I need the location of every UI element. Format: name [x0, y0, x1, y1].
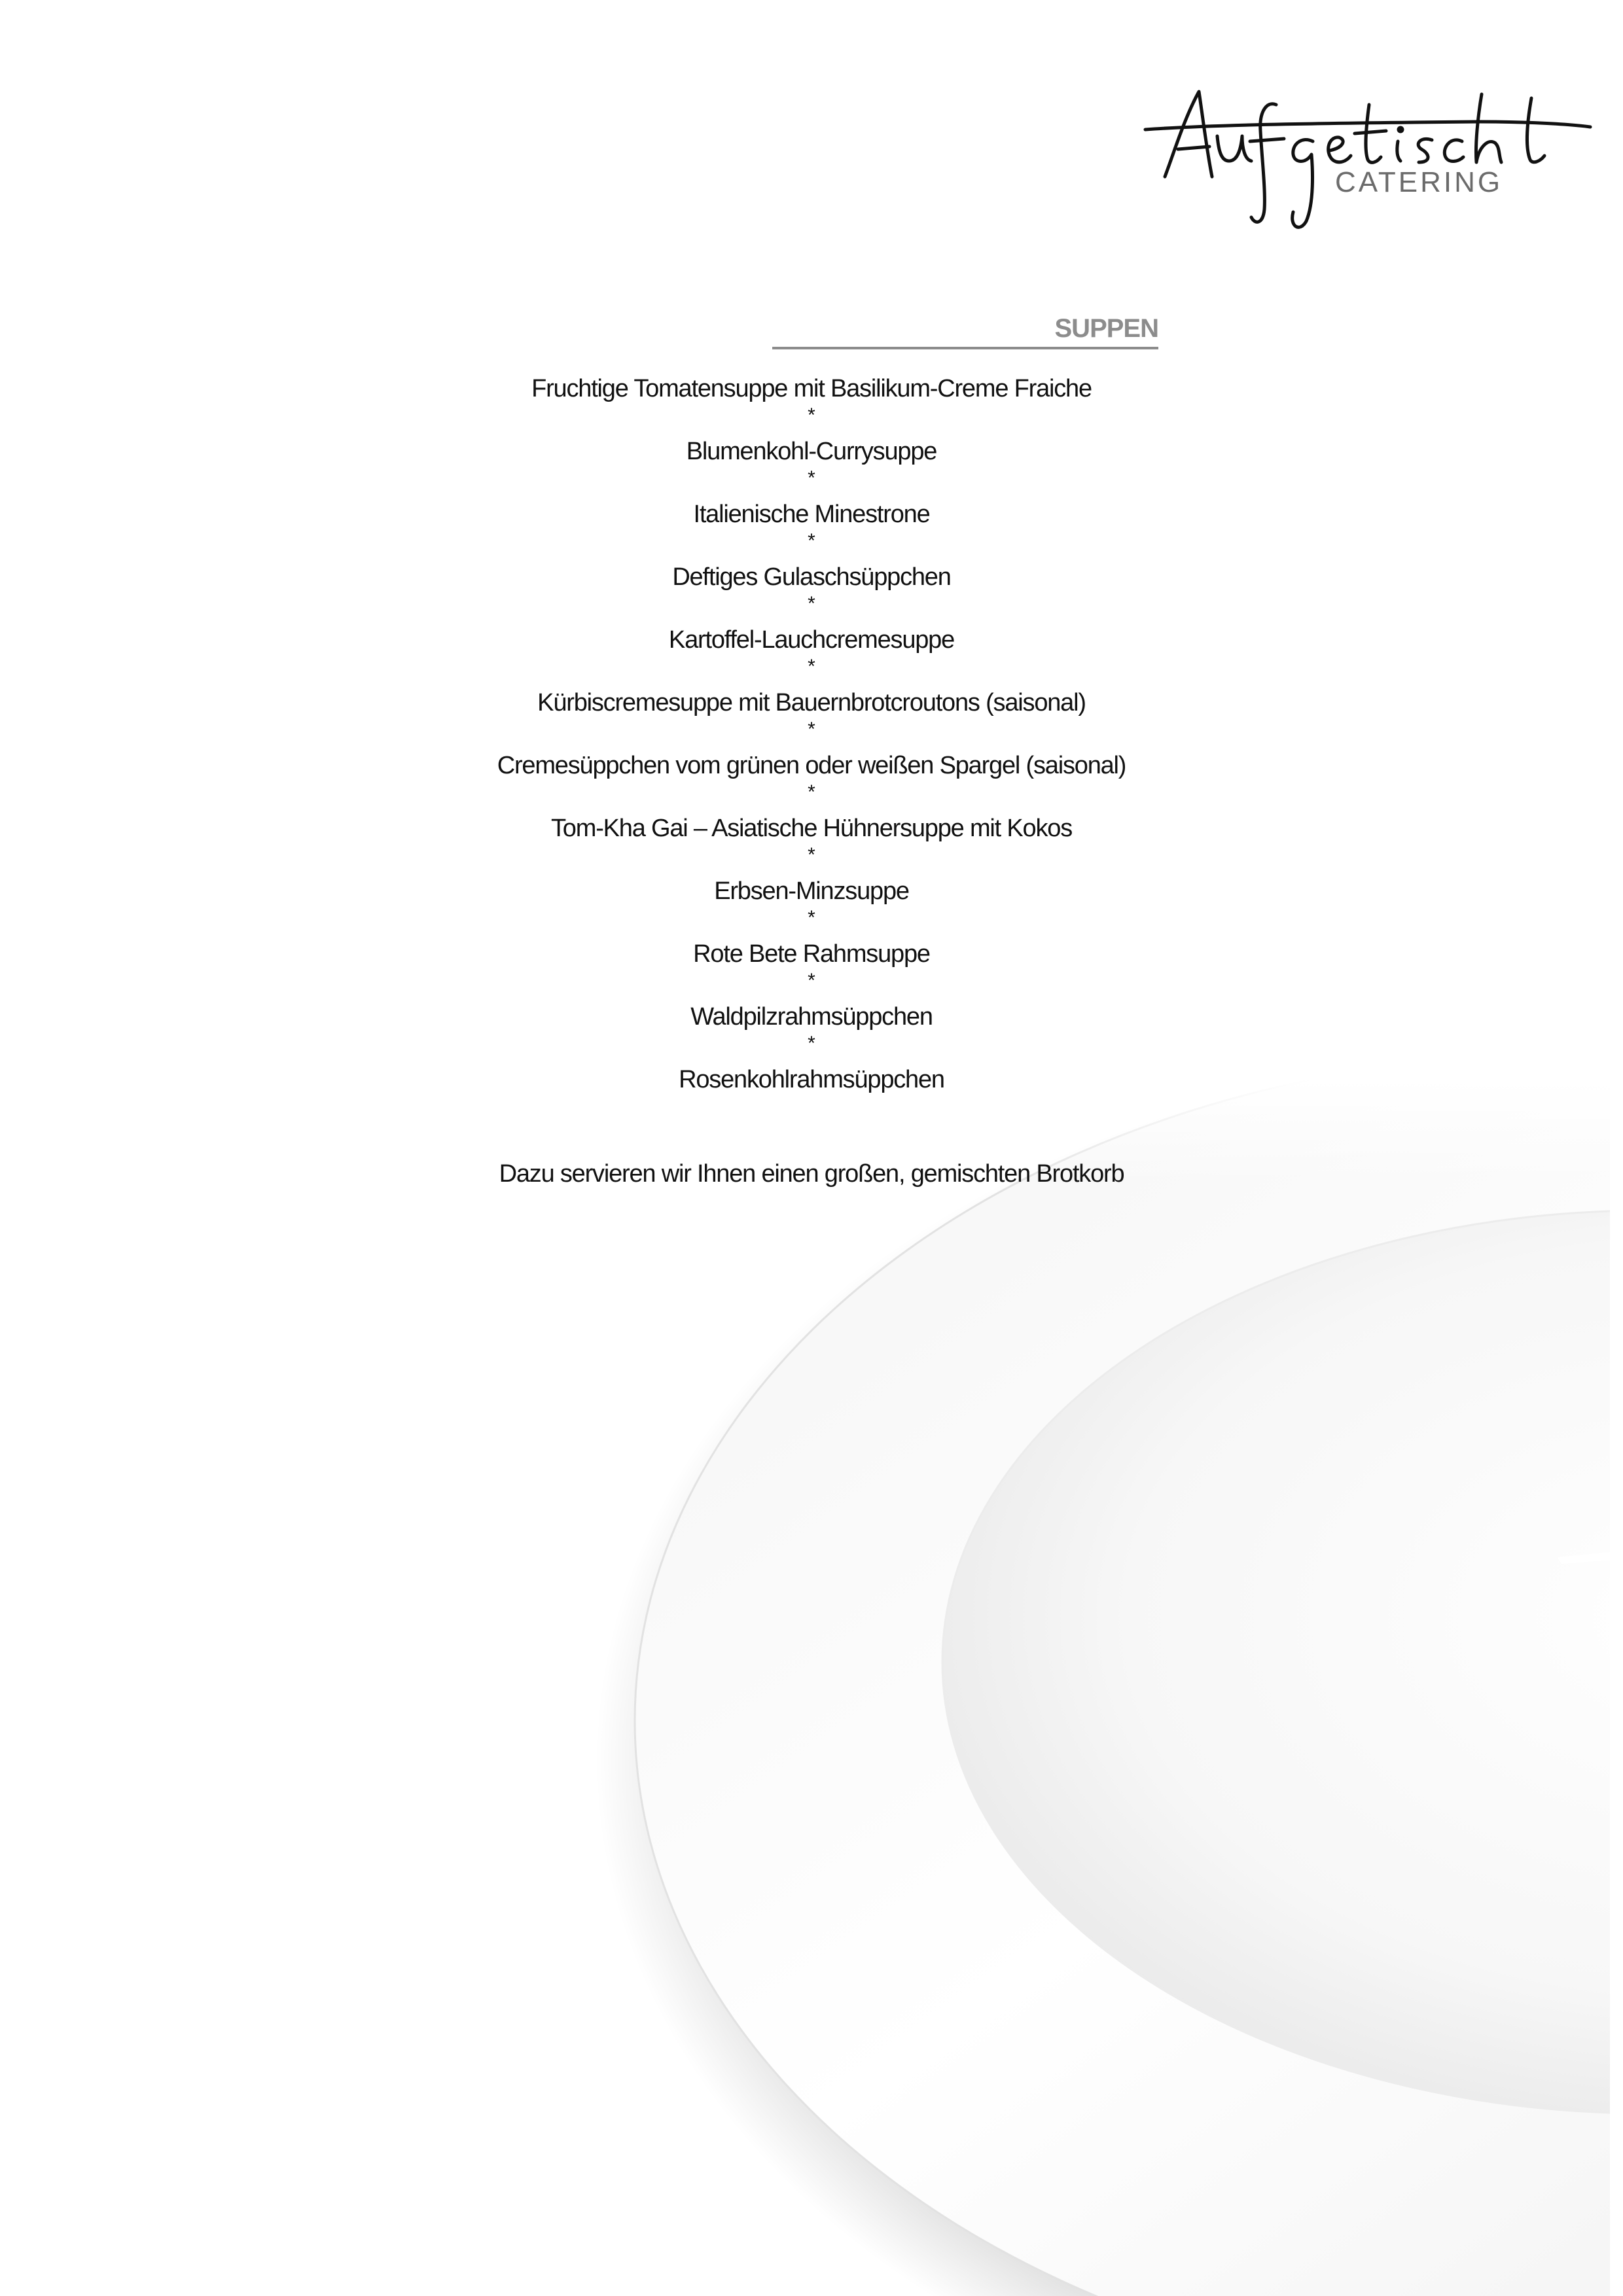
menu-item: Rote Bete Rahmsuppe	[693, 940, 930, 968]
menu-item: Blumenkohl-Currysuppe	[686, 438, 937, 465]
menu-separator: *	[808, 530, 815, 552]
menu-separator: *	[808, 1033, 815, 1054]
menu-separator: *	[808, 404, 815, 426]
menu-separator: *	[808, 718, 815, 740]
menu-separator: *	[808, 970, 815, 991]
menu-item: Kürbiscremesuppe mit Bauernbrotcroutons (saisonal)	[537, 689, 1086, 716]
menu-item: Erbsen-Minzsuppe	[714, 877, 909, 905]
menu-separator: *	[808, 467, 815, 489]
soup-menu-list	[419, 373, 1204, 1095]
menu-item: Waldpilzrahmsüppchen	[690, 1003, 933, 1031]
menu-item: Deftiges Gulaschsüppchen	[672, 563, 951, 591]
logo-subtitle: CATERING	[1335, 166, 1503, 198]
bread-basket-note: Dazu servieren wir Ihnen einen großen, gemischten Brotkorb	[499, 1160, 1124, 1188]
menu-item: Fruchtige Tomatensuppe mit Basilikum-Creme Fraiche	[531, 375, 1092, 402]
menu-separator: *	[808, 593, 815, 614]
logo-script-signature	[1139, 79, 1597, 236]
menu-item: Rosenkohlrahmsüppchen	[679, 1066, 944, 1093]
section-heading: SUPPEN	[772, 310, 1158, 349]
menu-separator: *	[808, 656, 815, 677]
menu-separator: *	[808, 844, 815, 866]
menu-item: Cremesüppchen vom grünen oder weißen Spargel (saisonal)	[497, 752, 1126, 779]
menu-separator: *	[808, 907, 815, 928]
catering-logo	[1139, 79, 1597, 236]
menu-item: Tom-Kha Gai – Asiatische Hühnersuppe mit Kokos	[551, 815, 1072, 842]
menu-item: Kartoffel-Lauchcremesuppe	[668, 626, 955, 654]
menu-item: Italienische Minestrone	[693, 501, 930, 528]
menu-separator: *	[808, 781, 815, 803]
